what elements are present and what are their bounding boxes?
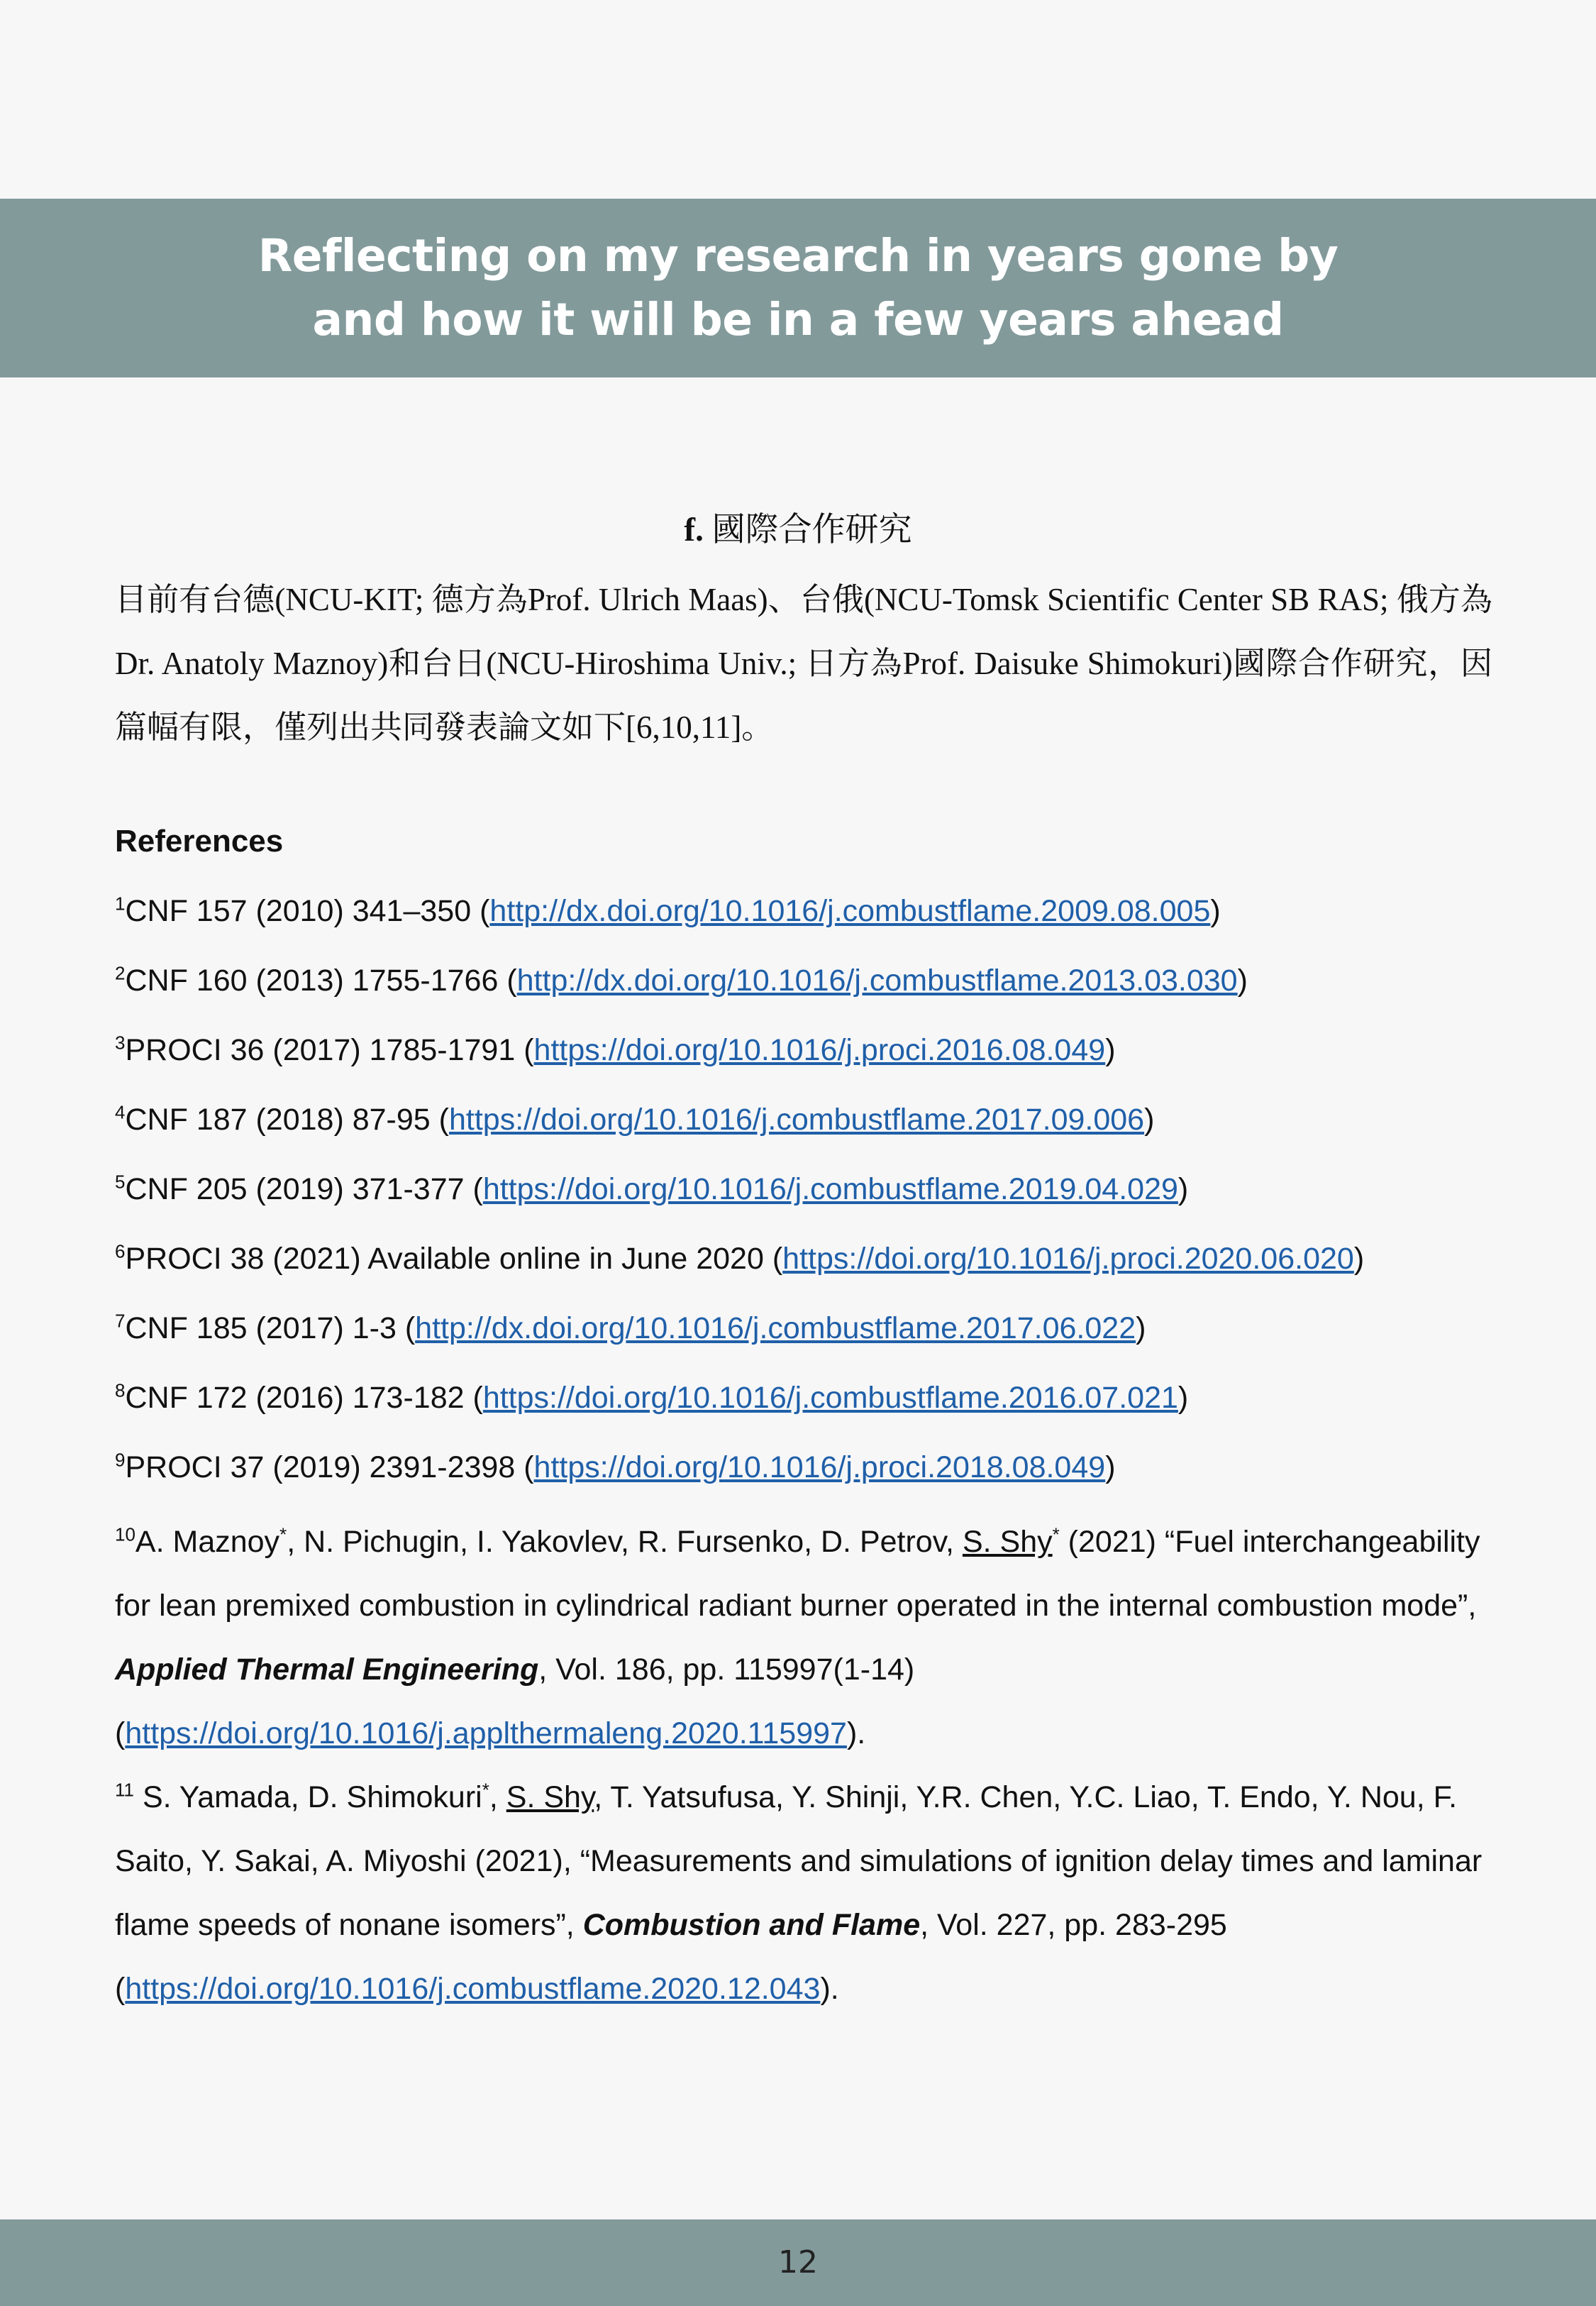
reference-item-11: $^{11}$ S. Yamada, D. Shimokuri*, S. Shy, T. Yatsufusa, Y. Shinji, Y.R. Chen, Y.C. Liao, T. Endo, Y. Nou, F. Saito, Y. Sakai, A. Miyoshi (2021), “Measurements and simulations of ignition delay times and laminar flame speeds of nonane isomers”, Combustion and Flame, Vol. 227, pp. 283-295 (https://doi.org/10.1016/j.combustflame.2020.12.043). <box>115 1779 1483 2006</box>
corresponding-author-star: * <box>482 1779 489 1801</box>
reference-item: $^4$CNF 187 (2018) 87-95 (https://doi.org/10.1016/j.combustflame.2017.09.006) <box>115 1101 1155 1137</box>
reference-citation: CNF 185 (2017) 1-3 <box>125 1311 405 1345</box>
reference-number: 4 <box>115 1101 126 1123</box>
reference-citation: CNF 172 (2016) 173-182 <box>125 1381 473 1415</box>
references-heading: References <box>115 824 284 859</box>
reference-number: 2 <box>115 962 126 984</box>
reference-item: $^1$CNF 157 (2010) 341–350 (http://dx.doi.org/10.1016/j.combustflame.2009.08.005) <box>115 893 1221 928</box>
reference-details: , Vol. 227, pp. 283-295 <box>920 1908 1227 1942</box>
reference-link[interactable]: https://doi.org/10.1016/j.applthermaleng.2020.115997 <box>125 1716 847 1750</box>
page-number: 12 <box>778 2244 818 2280</box>
reference-link[interactable]: https://doi.org/10.1016/j.proci.2018.08.049 <box>533 1450 1106 1484</box>
reference-authors: , N. Pichugin, I. Yakovlev, R. Fursenko, D. Petrov, <box>287 1525 963 1559</box>
reference-number: 1 <box>115 893 126 915</box>
reference-journal: Applied Thermal Engineering <box>115 1653 539 1687</box>
reference-citation: CNF 187 (2018) 87-95 <box>125 1103 439 1137</box>
reference-item: $^3$PROCI 36 (2017) 1785-1791 (https://doi.org/10.1016/j.proci.2016.08.049) <box>115 1032 1116 1067</box>
reference-link[interactable]: https://doi.org/10.1016/j.proci.2016.08.049 <box>533 1033 1106 1067</box>
section-title <box>0 505 1596 555</box>
reference-number: 11 <box>115 1779 134 1801</box>
intro-paragraph: 目前有台德(NCU-KIT; 德方為Prof. Ulrich Maas)、台俄(NCU-Tomsk Scientific Center SB RAS; 俄方為Dr. Anatoly Maznoy)和台日(NCU-Hiroshima Univ.; 日方為Prof. Daisuke Shimokuri)國際合作研究，因篇幅有限，僅列出共同發表論文如下[6,10,11]。 <box>115 582 1492 745</box>
reference-authors: S. Yamada, D. Shimokuri <box>134 1780 482 1814</box>
header-title-line2: and how it will be in a few years ahead <box>312 294 1284 346</box>
reference-citation: CNF 157 (2010) 341–350 <box>125 894 480 928</box>
header-banner <box>0 199 1596 377</box>
reference-link[interactable]: https://doi.org/10.1016/j.combustflame.2019.04.029 <box>482 1172 1178 1206</box>
reference-journal: Combustion and Flame <box>582 1908 921 1942</box>
reference-authors: , <box>489 1780 506 1814</box>
reference-citation: CNF 160 (2013) 1755-1766 <box>125 964 507 998</box>
reference-number: 9 <box>115 1449 126 1471</box>
reference-authors: , T. Yatsufusa, Y. Shinji, Y.R. Chen, Y.C. Liao, T. Endo, Y. Nou, F. Saito, Y. Sakai, A. Miyoshi (2021), “Measurements and simulations of ignition delay times and laminar flame speeds of nonane isomers”, <box>115 1780 1483 1942</box>
reference-link[interactable]: http://dx.doi.org/10.1016/j.combustflame.2017.06.022 <box>415 1311 1136 1345</box>
corresponding-author-star: * <box>1052 1523 1060 1545</box>
reference-item-10: $^{10}$A. Maznoy*, N. Pichugin, I. Yakovlev, R. Fursenko, D. Petrov, S. Shy* (2021) “Fuel interchangeability for lean premixed combustion in cylindrical radiant burner operated in the internal combustion mode”, Applied Thermal Engineering, Vol. 186, pp. 115997(1-14) (https://doi.org/10.1016/j.applthermaleng.2020.115997). <box>115 1523 1480 1750</box>
highlighted-author: S. Shy <box>962 1525 1053 1559</box>
footer-bar <box>0 2219 1596 2306</box>
reference-number: 3 <box>115 1032 126 1054</box>
reference-citation: PROCI 38 (2021) Available online in June 2020 <box>125 1242 772 1276</box>
reference-link[interactable]: https://doi.org/10.1016/j.combustflame.2017.09.006 <box>448 1103 1145 1137</box>
highlighted-author: S. Shy <box>506 1780 594 1814</box>
reference-number: 8 <box>115 1379 126 1401</box>
reference-number: 10 <box>115 1523 135 1545</box>
corresponding-author-star: * <box>279 1523 287 1545</box>
header-title-line1: Reflecting on my research in years gone by <box>257 230 1339 282</box>
reference-item: $^7$CNF 185 (2017) 1-3 (http://dx.doi.org/10.1016/j.combustflame.2017.06.022) <box>115 1310 1146 1345</box>
reference-link[interactable]: http://dx.doi.org/10.1016/j.combustflame.2009.08.005 <box>489 894 1211 928</box>
reference-details: , Vol. 186, pp. 115997(1-14) <box>538 1653 915 1687</box>
reference-citation: PROCI 37 (2019) 2391-2398 <box>125 1450 524 1484</box>
section-label: f. <box>684 512 704 548</box>
reference-item: $^9$PROCI 37 (2019) 2391-2398 (https://doi.org/10.1016/j.proci.2018.08.049) <box>115 1449 1116 1484</box>
reference-number: 5 <box>115 1171 126 1193</box>
reference-link[interactable]: http://dx.doi.org/10.1016/j.combustflame.2013.03.030 <box>516 964 1238 998</box>
reference-link[interactable]: https://doi.org/10.1016/j.combustflame.2020.12.043 <box>125 1972 821 2006</box>
reference-item: $^8$CNF 172 (2016) 173-182 (https://doi.org/10.1016/j.combustflame.2016.07.021) <box>115 1379 1189 1415</box>
reference-link[interactable]: https://doi.org/10.1016/j.combustflame.2016.07.021 <box>482 1381 1178 1415</box>
section-title-text: 國際合作研究 <box>711 512 912 548</box>
reference-number: 7 <box>115 1310 126 1332</box>
reference-item: $^2$CNF 160 (2013) 1755-1766 (http://dx.doi.org/10.1016/j.combustflame.2013.03.030) <box>115 962 1248 998</box>
reference-number: 6 <box>115 1240 126 1262</box>
reference-item: $^5$CNF 205 (2019) 371-377 (https://doi.org/10.1016/j.combustflame.2019.04.029) <box>115 1171 1189 1206</box>
reference-title: (2021) “Fuel interchangeability for lean premixed combustion in cylindrical radiant burner operated in the internal combustion mode”, <box>115 1525 1480 1623</box>
reference-citation: PROCI 36 (2017) 1785-1791 <box>125 1033 524 1067</box>
reference-item: $^6$PROCI 38 (2021) Available online in June 2020 (https://doi.org/10.1016/j.proci.2020.06.020) <box>115 1240 1365 1276</box>
references-section <box>115 815 1492 2021</box>
reference-authors: A. Maznoy <box>135 1525 280 1559</box>
reference-link[interactable]: https://doi.org/10.1016/j.proci.2020.06.020 <box>782 1242 1354 1276</box>
reference-citation: CNF 205 (2019) 371-377 <box>125 1172 473 1206</box>
